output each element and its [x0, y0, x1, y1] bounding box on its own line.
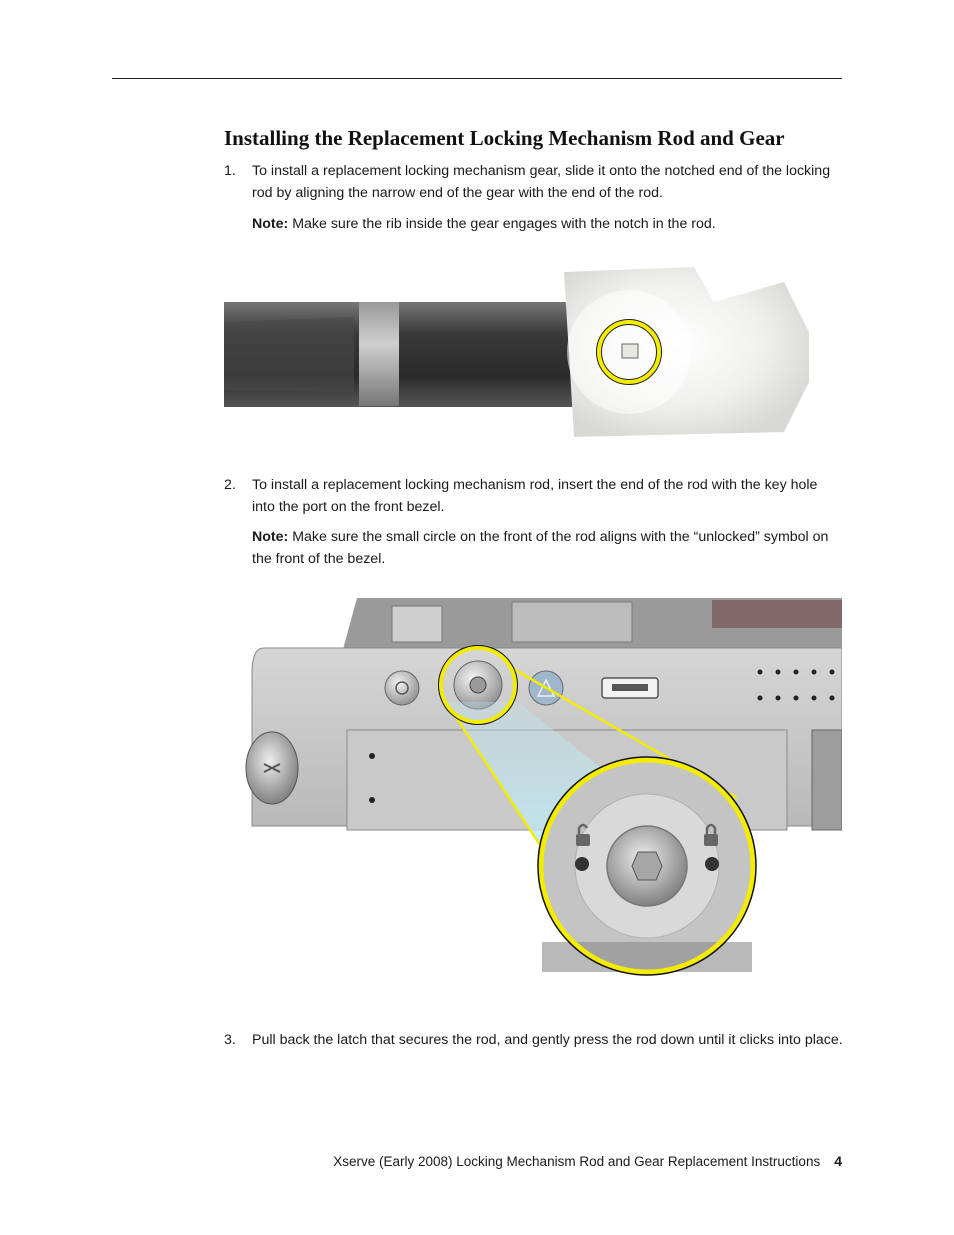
step-1: [224, 160, 844, 204]
note-label: Note:: [252, 216, 289, 232]
step-1-note: [252, 213, 847, 235]
step-3: [224, 1029, 844, 1051]
header-rule: [112, 78, 842, 79]
page-title: Installing the Replacement Locking Mechanism Rod and Gear: [224, 126, 785, 150]
page-footer: [333, 1153, 842, 1169]
step-text: To install a replacement locking mechanism gear, slide it onto the notched end of the locking rod by aligning the narrow end of the gear with the end of the rod.: [252, 163, 831, 201]
step-2-note: [252, 526, 847, 570]
step-number: 2.: [224, 477, 236, 493]
page-number: 4: [834, 1153, 842, 1169]
note-label: Note:: [252, 529, 289, 545]
step-text: To install a replacement locking mechanism rod, insert the end of the rod with the key hole into the port on the front bezel.: [252, 477, 818, 515]
front-bezel-photo: [242, 598, 842, 976]
step-2: [224, 474, 844, 518]
step-number: 3.: [224, 1032, 236, 1048]
step-text: Pull back the latch that secures the rod, and gently press the rod down until it clicks into place.: [252, 1032, 843, 1048]
step-number: 1.: [224, 163, 236, 179]
footer-text: Xserve (Early 2008) Locking Mechanism Rod and Gear Replacement Instructions: [333, 1154, 821, 1169]
note-text: Make sure the small circle on the front of the rod aligns with the “unlocked” symbol on the front of the bezel.: [252, 529, 829, 567]
note-text: Make sure the rib inside the gear engages with the notch in the rod.: [288, 216, 716, 232]
rod-gear-photo: [224, 262, 810, 440]
